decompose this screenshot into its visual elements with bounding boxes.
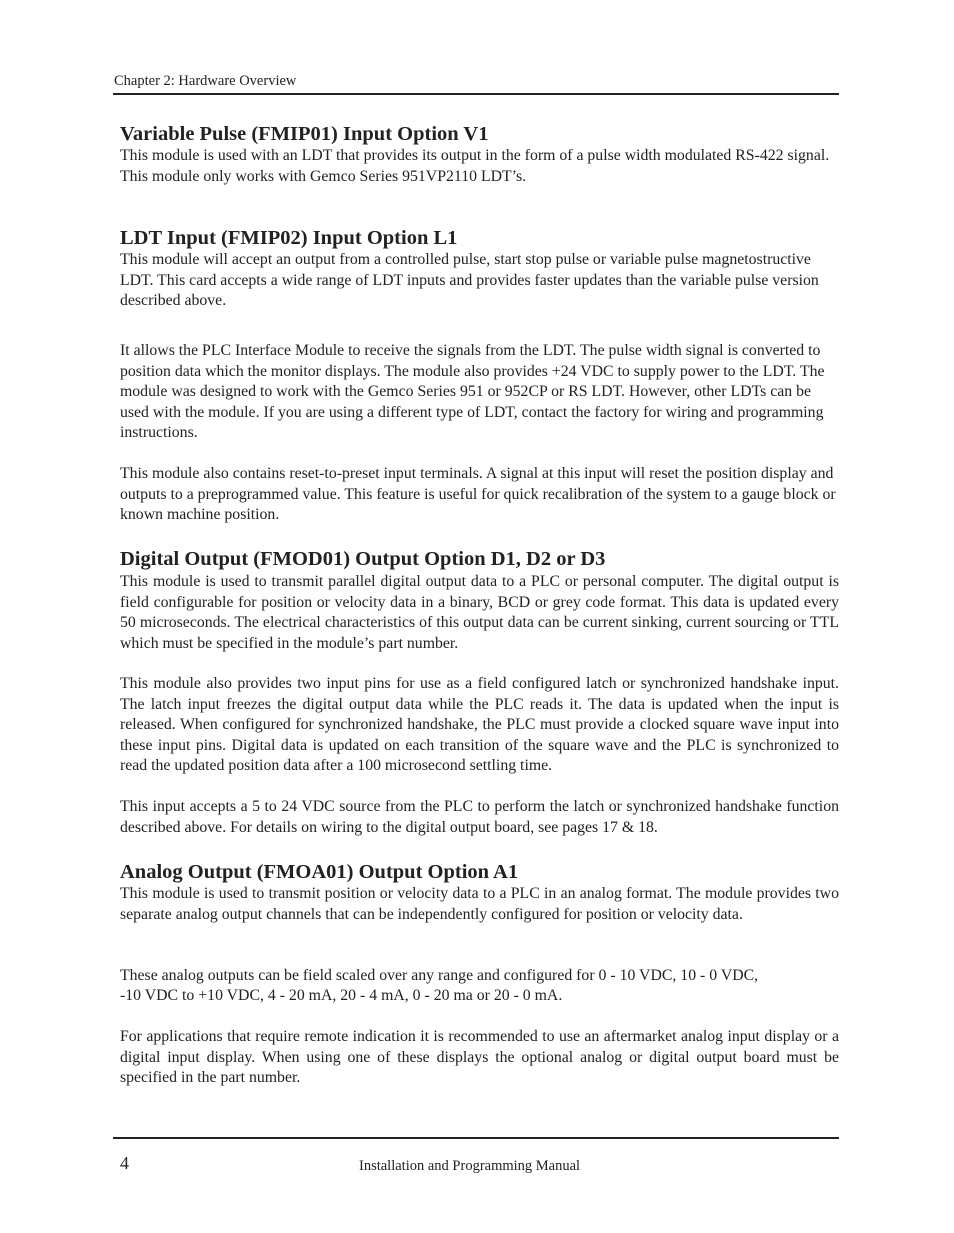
section-heading-digital-output: Digital Output (FMOD01) Output Option D1, D2 or D3 [120,548,606,570]
section-paragraph: This module is used to transmit position or velocity data to a PLC in an analog format. The module provides two separate analog output channels that can be independently configured for position or velocity data. [120,885,839,923]
section-paragraph: This input accepts a 5 to 24 VDC source from the PLC to perform the latch or synchronized handshake function described above. For details on wiring to the digital output board, see pages 17 & 18. [120,798,839,836]
section-paragraph: This module also provides two input pins for use as a field configured latch or synchronized handshake input. The latch input freezes the digital output data while the PLC reads it. The data is updated when the input is released. When configured for synchronized handshake, the PLC must provide a clocked square wave input into these input pins. Digital data is updated on each transition of the square wave and the PLC is synchronized to read the updated position data after a 100 microsecond settling time. [120,675,839,775]
footer-title: Installation and Programming Manual [359,1158,581,1174]
footer-rule [113,1137,839,1139]
page-number: 4 [120,1153,129,1173]
section-heading-variable-pulse: Variable Pulse (FMIP01) Input Option V1 [120,123,489,145]
section-paragraph: It allows the PLC Interface Module to receive the signals from the LDT. The pulse width signal is converted to position data which the monitor displays. The module also provides +24 VDC to supply power to the LDT. The module was designed to work with the Gemco Series 951 or 952CP or RS LDT. However, other LDTs can be used with the module. If you are using a different type of LDT, contact the factory for wiring and programming instructions. [120,342,825,442]
section-paragraph: For applications that require remote indication it is recommended to use an aftermarket analog input display or a digital input display. When using one of these displays the optional analog or digital output board must be specified in the part number. [120,1028,839,1087]
section-paragraph: This module is used with an LDT that provides its output in the form of a pulse width modulated RS-422 signal. This module only works with Gemco Series 951VP2110 LDT’s. [120,147,830,185]
section-paragraph: This module also contains reset-to-preset input terminals. A signal at this input will reset the position display and outputs to a preprogrammed value. This feature is useful for quick recalibration of the system to a gauge block or known machine position. [120,465,836,524]
header-rule [113,93,839,95]
section-paragraph: -10 VDC to +10 VDC, 4 - 20 mA, 20 - 4 mA, 0 - 20 ma or 20 - 0 mA. [120,987,563,1004]
section-paragraph: These analog outputs can be field scaled over any range and configured for 0 - 10 VDC, 10 - 0 VDC, [120,967,759,984]
section-paragraph: This module will accept an output from a controlled pulse, start stop pulse or variable pulse magnetostructive LDT. This card accepts a wide range of LDT inputs and provides faster updates than the variable pulse version described above. [120,251,819,310]
running-head: Chapter 2: Hardware Overview [114,73,297,89]
section-heading-ldt-input: LDT Input (FMIP02) Input Option L1 [120,227,458,249]
section-heading-analog-output: Analog Output (FMOA01) Output Option A1 [120,861,519,883]
section-paragraph: This module is used to transmit parallel digital output data to a PLC or personal computer. The digital output is field configurable for position or velocity data in a binary, BCD or grey code format. This data is updated every 50 microseconds. The electrical characteristics of this output data can be current sinking, current sourcing or TTL which must be specified in the module’s part number. [120,573,839,652]
